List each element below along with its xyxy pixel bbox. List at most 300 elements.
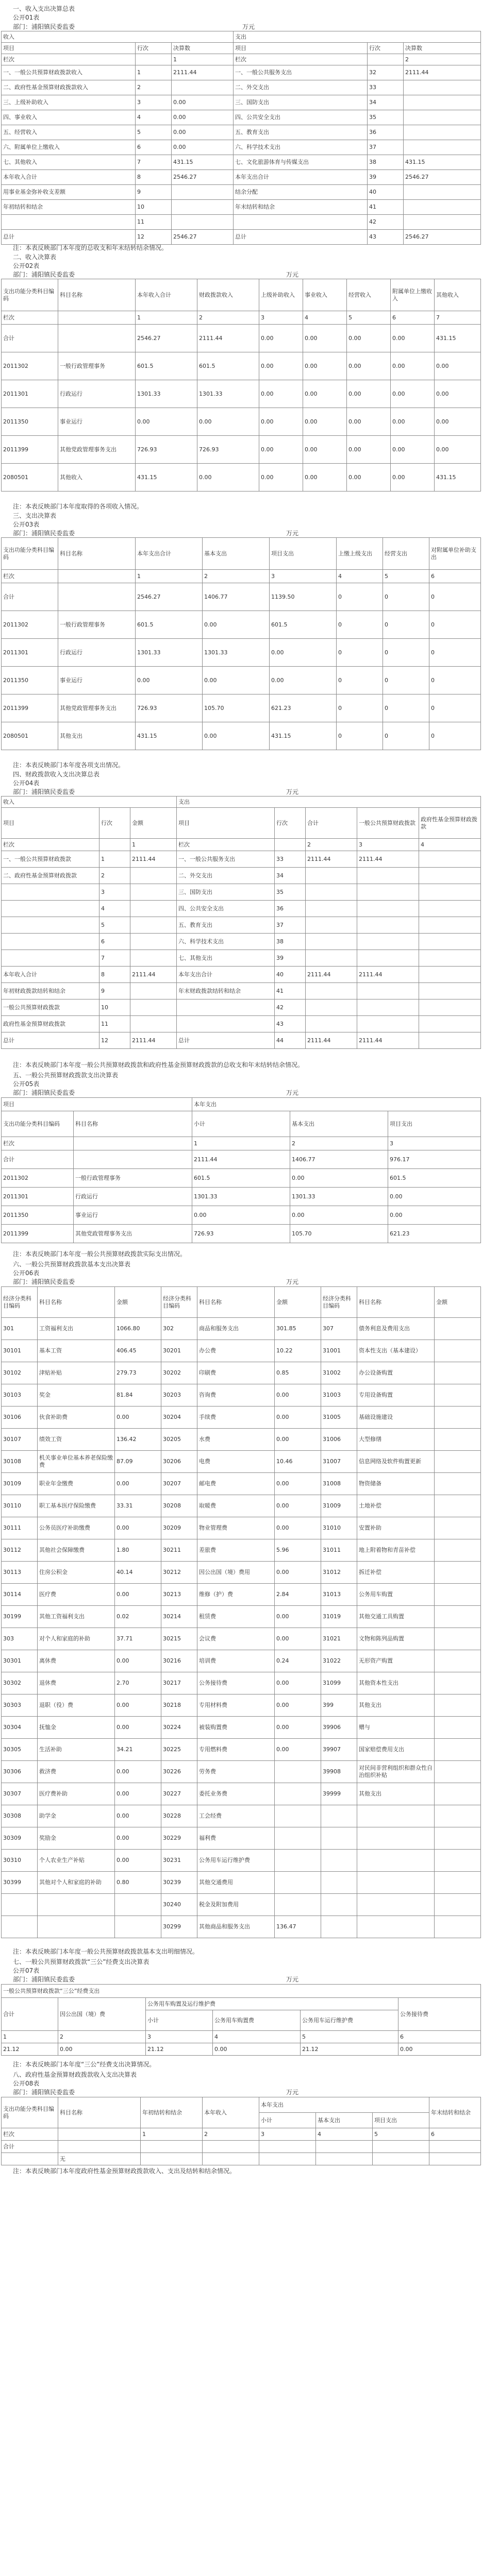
table-cell	[2, 934, 99, 950]
table-cell: 0.80	[115, 1872, 161, 1894]
index-cell: 3	[270, 570, 337, 583]
index-cell: 3	[146, 2031, 213, 2043]
section-1-heading: 一、收入支出决算总表	[13, 5, 75, 12]
table-cell: 31006	[321, 1429, 357, 1451]
table-cell: 0.00	[275, 1473, 321, 1495]
table-cell: 公务员医疗补助缴费	[38, 1517, 115, 1539]
table-cell: 2011301	[2, 1188, 74, 1206]
table-cell: 0.00	[172, 140, 234, 155]
table-cell: 105.70	[290, 1225, 388, 1243]
header-cell: 金额	[130, 808, 177, 839]
table-cell: 0	[429, 611, 481, 639]
table-cell: 30107	[2, 1429, 38, 1451]
table-cell: 5.96	[275, 1539, 321, 1562]
index-cell: 2	[203, 570, 270, 583]
table-cell: 0	[429, 583, 481, 611]
header-cell: 年初结转和结余	[141, 2097, 203, 2128]
table-header-row	[2, 1098, 481, 1111]
section-8-unit: 万元	[286, 2089, 299, 2096]
table-cell: 30206	[161, 1451, 197, 1473]
table-cell: 30212	[161, 1562, 197, 1584]
table-cell: 31002	[321, 1362, 357, 1384]
table-cell: 31099	[321, 1672, 357, 1694]
table-row	[2, 999, 481, 1016]
table-cell: 30229	[161, 1827, 197, 1850]
table-cell: 31001	[321, 1340, 357, 1362]
table-cell: 0	[429, 694, 481, 722]
table-cell	[130, 868, 177, 884]
header-cell: 科目名称	[58, 2097, 141, 2128]
table-cell: 0.00	[172, 110, 234, 125]
table-cell: 726.93	[192, 1225, 290, 1243]
table-cell: 0.00	[391, 408, 435, 436]
table-cell: 6	[136, 140, 172, 155]
table-cell: 奖金	[38, 1384, 115, 1406]
table-cell: 绩效工资	[38, 1429, 115, 1451]
table-row	[2, 884, 481, 901]
index-cell: 4	[316, 2128, 373, 2141]
table-row	[2, 934, 481, 950]
table-cell	[404, 185, 481, 200]
table-row	[2, 639, 481, 667]
table-row	[2, 1473, 481, 1495]
table-cell: 2011301	[2, 380, 58, 408]
table-row	[2, 1805, 481, 1827]
table-cell: 40	[368, 185, 404, 200]
index-cell: 栏次	[234, 54, 368, 65]
table-cell: 医疗费	[38, 1584, 115, 1606]
table-cell: 电费	[197, 1451, 275, 1473]
table-row	[2, 1739, 481, 1761]
table-cell: 0.00	[275, 1739, 321, 1761]
table-cell	[435, 1584, 481, 1606]
table-cell: 30304	[2, 1717, 38, 1739]
table-cell: 税金及附加费用	[197, 1894, 275, 1916]
section-2-unit: 万元	[286, 271, 299, 278]
section-4-heading: 四、财政拨款收入支出决算总表	[13, 771, 100, 778]
table-cell: 2011301	[2, 639, 58, 667]
table-header-row	[2, 1287, 481, 1318]
table-cell: 0.00	[172, 125, 234, 140]
table-row	[2, 868, 481, 884]
table-cell: 2011302	[2, 352, 58, 380]
index-cell: 2	[58, 2031, 146, 2043]
table-header-row	[2, 808, 481, 839]
table-cell: 基础设施建设	[357, 1406, 435, 1429]
section-7-note: 注：本表反映部门本年度“三公”经费支出决算情况。	[13, 2061, 156, 2068]
index-cell: 7	[435, 311, 481, 325]
table-row	[2, 408, 481, 436]
section-7-heading: 七、一般公共预算财政拨款“三公”经费支出决算表	[13, 1958, 149, 1965]
table-cell: 301	[2, 1318, 38, 1340]
table-cell: 30228	[161, 1805, 197, 1827]
table-cell	[373, 2153, 429, 2165]
table-cell	[357, 999, 419, 1016]
table-row	[2, 2141, 481, 2153]
index-cell: 6	[391, 311, 435, 325]
table-row	[2, 380, 481, 408]
table-cell: 30207	[161, 1473, 197, 1495]
table-cell: 五、经营收入	[2, 125, 136, 140]
index-cell: 6	[429, 2128, 481, 2141]
table-cell: 30306	[2, 1761, 38, 1783]
table-cell: 2111.44	[404, 65, 481, 80]
table-cell: 41	[368, 200, 404, 215]
header-cell: 一般公共预算财政拨款	[357, 808, 419, 839]
table-cell	[404, 125, 481, 140]
table-row	[2, 1694, 481, 1717]
table-row	[2, 1032, 481, 1049]
table-cell: 43	[275, 1016, 306, 1032]
table-cell: 0.00	[259, 464, 303, 492]
table-cell: 30226	[161, 1761, 197, 1783]
table-cell: 301.85	[275, 1318, 321, 1340]
table-cell	[404, 80, 481, 95]
table-cell: 0.00	[115, 1761, 161, 1783]
table-cell: 2111.44	[197, 325, 259, 352]
table-cell: 0	[337, 583, 383, 611]
table-cell: 0.00	[203, 667, 270, 694]
table-cell	[419, 884, 481, 901]
table-cell	[435, 1473, 481, 1495]
index-cell: 4	[419, 839, 481, 851]
table-cell: 1406.77	[290, 1150, 388, 1169]
table-cell	[435, 1805, 481, 1827]
table-cell: 31019	[321, 1606, 357, 1628]
table-cell: 0.00	[275, 1672, 321, 1694]
table-row	[2, 125, 481, 140]
table-cell: 30112	[2, 1539, 38, 1562]
header-cell: 附属单位上缴收入	[391, 279, 435, 311]
index-cell: 2	[197, 311, 259, 325]
section-2-table	[1, 279, 481, 492]
table-cell: 行政运行	[58, 639, 136, 667]
table-cell: 0.00	[303, 380, 347, 408]
table-cell	[435, 1539, 481, 1562]
table-cell: 2546.27	[172, 230, 234, 245]
table-cell: 31007	[321, 1451, 357, 1473]
table-row	[2, 1206, 481, 1225]
index-cell: 5	[347, 311, 391, 325]
table-cell: 0	[337, 639, 383, 667]
table-cell: 30204	[161, 1406, 197, 1429]
table-cell	[357, 901, 419, 917]
section-5-table-code: 公开05表	[13, 1080, 40, 1088]
header-cell: 小计	[192, 1111, 290, 1137]
section-7-unit: 万元	[286, 1976, 299, 1983]
header-cell: 行次	[368, 43, 404, 54]
table-cell: 机关事业单位基本养老保险缴费	[38, 1451, 115, 1473]
table-cell: 生活补助	[38, 1739, 115, 1761]
table-row	[2, 1916, 481, 1938]
table-cell	[357, 1916, 435, 1938]
table-cell: 406.45	[115, 1340, 161, 1362]
table-cell: 31011	[321, 1539, 357, 1562]
table-row	[2, 1672, 481, 1694]
section-5-department: 部门：浦阳镇民委监委	[13, 1089, 75, 1096]
table-cell: 0.00	[136, 667, 203, 694]
header-cell: 项目	[2, 1098, 192, 1111]
section-2-department: 部门：浦阳镇民委监委	[13, 271, 75, 278]
table-cell	[357, 1805, 435, 1827]
index-cell: 栏次	[177, 839, 275, 851]
index-cell: 1	[136, 570, 203, 583]
table-cell: 0.00	[275, 1495, 321, 1517]
header-cell: 项目支出	[373, 2113, 429, 2128]
table-cell: 31022	[321, 1650, 357, 1672]
table-cell: 二、外交支出	[177, 868, 275, 884]
table-cell: 0.00	[275, 1517, 321, 1539]
table-cell: 地上附着物和青苗补偿	[357, 1539, 435, 1562]
table-cell: 其他支出	[58, 722, 136, 750]
table-cell: 726.93	[136, 694, 203, 722]
table-cell: 本年支出合计	[234, 170, 368, 185]
table-cell: 其他资本性支出	[357, 1672, 435, 1694]
header-cell: 公务用车购置费	[213, 2010, 301, 2031]
table-cell: 总计	[2, 230, 136, 245]
value-cell: 21.12	[301, 2043, 398, 2056]
table-cell: 0	[429, 639, 481, 667]
table-cell: 0.00	[388, 1206, 481, 1225]
section-6-note: 注：本表反映部门本年度一般公共预算财政拨款基本支出明细情况。	[13, 1948, 199, 1955]
table-cell	[275, 1850, 321, 1872]
table-cell	[435, 1517, 481, 1539]
table-cell: 44	[275, 1032, 306, 1049]
table-cell: 助学金	[38, 1805, 115, 1827]
index-cell: 3	[357, 839, 419, 851]
table-cell: 2.70	[115, 1672, 161, 1694]
table-cell	[115, 1894, 161, 1916]
table-cell: 10.22	[275, 1340, 321, 1362]
header-cell: 项目	[177, 808, 275, 839]
table-cell: 三、国防支出	[234, 95, 368, 110]
header-cell: 本年支出合计	[136, 538, 203, 570]
table-cell: 住房公积金	[38, 1562, 115, 1584]
table-cell: 被装购置费	[197, 1717, 275, 1739]
table-row	[2, 1761, 481, 1783]
table-row	[2, 140, 481, 155]
table-cell	[141, 2153, 203, 2165]
table-cell	[58, 583, 136, 611]
table-cell: 1301.33	[290, 1188, 388, 1206]
table-cell: 文物和陈列品购置	[357, 1628, 435, 1650]
table-cell: 二、外交支出	[234, 80, 368, 95]
table-cell: 年初财政拨款结转和结余	[2, 983, 99, 999]
header-cell: 上缴上级支出	[337, 538, 383, 570]
table-cell	[357, 1016, 419, 1032]
table-cell: 2546.27	[136, 325, 197, 352]
table-cell	[130, 884, 177, 901]
section-2-heading: 二、收入决算表	[13, 253, 57, 261]
table-cell	[419, 901, 481, 917]
table-cell	[435, 1761, 481, 1783]
table-row	[2, 1628, 481, 1650]
table-index-row	[2, 570, 481, 583]
header-cell: 项目支出	[270, 538, 337, 570]
table-row	[2, 230, 481, 245]
table-cell: 1301.33	[192, 1188, 290, 1206]
table-cell: 对民间非营利组织和群众性自治组织补贴	[357, 1761, 435, 1783]
table-cell: 0.00	[435, 436, 481, 464]
header-cell: 决算数	[404, 43, 481, 54]
header-cell: 科目名称	[74, 1111, 192, 1137]
table-cell: 七、文化旅游体育与传媒支出	[234, 155, 368, 170]
value-cell: 0.00	[213, 2043, 301, 2056]
table-header-row	[2, 2097, 481, 2113]
table-cell: 一般行政管理事务	[74, 1169, 192, 1188]
table-cell: 2011399	[2, 1225, 74, 1243]
table-cell: 0.00	[115, 1783, 161, 1805]
table-cell: 39906	[321, 1717, 357, 1739]
table-cell: 5	[136, 125, 172, 140]
table-cell	[435, 1340, 481, 1362]
table-cell	[130, 950, 177, 967]
table-cell: 2.84	[275, 1584, 321, 1606]
table-cell: 救济费	[38, 1761, 115, 1783]
table-cell	[172, 185, 234, 200]
table-cell	[435, 1739, 481, 1761]
table-cell	[435, 1672, 481, 1694]
table-cell: 0.00	[303, 325, 347, 352]
header-cell: 金额	[435, 1287, 481, 1318]
table-cell	[435, 1827, 481, 1850]
table-cell: 5	[99, 917, 130, 934]
table-cell: 2546.27	[136, 583, 203, 611]
section-2-body	[2, 325, 481, 492]
table-cell: 二、政府性基金预算财政拨款	[2, 868, 99, 884]
index-cell: 6	[429, 570, 481, 583]
table-cell: 其他工资福利支出	[38, 1606, 115, 1628]
section-6-unit: 万元	[286, 1278, 299, 1285]
table-cell: 因公出国（境）费用	[197, 1562, 275, 1584]
table-cell: 0	[383, 694, 429, 722]
table-cell: 0.00	[388, 1188, 481, 1206]
table-cell: 2111.44	[306, 1032, 357, 1049]
table-cell: 0.00	[303, 408, 347, 436]
table-cell: 1301.33	[136, 639, 203, 667]
table-cell	[404, 215, 481, 230]
section-4-table-code: 公开04表	[13, 779, 40, 787]
table-cell: 30214	[161, 1606, 197, 1628]
table-cell	[357, 934, 419, 950]
table-cell: 10	[99, 999, 130, 1016]
table-cell	[435, 1717, 481, 1739]
table-cell: 专用材料费	[197, 1694, 275, 1717]
header-cell: 科目名称	[58, 279, 136, 311]
table-cell: 30227	[161, 1783, 197, 1805]
table-row	[2, 967, 481, 983]
table-row	[2, 1584, 481, 1606]
table-cell: 38	[275, 934, 306, 950]
table-cell: 一般行政管理事务	[58, 611, 136, 639]
table-cell: 976.17	[388, 1150, 481, 1169]
header-cell: 行次	[136, 43, 172, 54]
header-cell: 支出功能分类科目编码	[2, 2097, 58, 2128]
table-cell: 五、教育支出	[177, 917, 275, 934]
section-7-department: 部门：浦阳镇民委监委	[13, 1976, 75, 1983]
index-cell: 1	[172, 54, 234, 65]
table-cell: 差旅费	[197, 1539, 275, 1562]
header-cell: 一般公共预算财政拨款“三公”经费支出	[2, 1985, 481, 1998]
section-6-heading: 六、一般公共预算财政拨款基本支出决算表	[13, 1261, 131, 1268]
table-cell: 手续费	[197, 1406, 275, 1429]
header-cell: 经济分类科目编码	[2, 1287, 38, 1318]
table-index-row	[2, 2031, 481, 2043]
table-cell	[435, 1384, 481, 1406]
table-cell: 0.00	[347, 380, 391, 408]
table-cell: 七、其他收入	[2, 155, 136, 170]
table-cell: 0.00	[115, 1473, 161, 1495]
table-cell: 一、一般公共预算财政拨款收入	[2, 65, 136, 80]
table-cell: 1301.33	[203, 639, 270, 667]
section-1-body	[2, 65, 481, 245]
index-cell	[58, 2128, 141, 2141]
table-cell: 一、一般公共预算财政拨款	[2, 851, 99, 868]
table-cell: 一、一般公共服务支出	[177, 851, 275, 868]
table-cell: 39999	[321, 1783, 357, 1805]
table-cell: 7	[136, 155, 172, 170]
table-cell: 36	[275, 901, 306, 917]
index-cell	[58, 311, 136, 325]
table-cell: 31021	[321, 1628, 357, 1650]
table-cell: 136.42	[115, 1429, 161, 1451]
table-cell	[2, 950, 99, 967]
table-cell: 2011399	[2, 436, 58, 464]
table-cell: 36	[368, 125, 404, 140]
section-6-table-code: 公开06表	[13, 1269, 40, 1277]
table-cell: 办公设备购置	[357, 1362, 435, 1384]
table-cell: 退职（役）费	[38, 1694, 115, 1717]
table-row	[2, 1340, 481, 1362]
table-cell: 0.00	[115, 1805, 161, 1827]
section-5-body	[2, 1150, 481, 1243]
table-cell: 0	[383, 722, 429, 750]
table-cell	[435, 1451, 481, 1473]
table-cell	[435, 1894, 481, 1916]
table-cell	[306, 884, 357, 901]
table-row	[2, 1783, 481, 1805]
table-cell: 31008	[321, 1473, 357, 1495]
index-cell: 5	[301, 2031, 398, 2043]
table-cell	[2, 884, 99, 901]
section-5-heading: 五、一般公共预算财政拨款支出决算表	[13, 1072, 119, 1079]
table-cell: 其他党政管理事务支出	[58, 436, 136, 464]
table-cell: 37	[275, 917, 306, 934]
index-cell: 5	[373, 2128, 429, 2141]
table-header-row	[2, 279, 481, 311]
table-cell	[177, 999, 275, 1016]
table-cell: 0.00	[290, 1169, 388, 1188]
table-cell: 1301.33	[136, 380, 197, 408]
table-cell: 职工基本医疗保险缴费	[38, 1495, 115, 1517]
index-cell: 2	[404, 54, 481, 65]
table-cell: 30109	[2, 1473, 38, 1495]
table-row	[2, 1225, 481, 1243]
header-cell: 公务接待费	[398, 1998, 481, 2031]
table-cell: 39	[368, 170, 404, 185]
table-cell: 大型修缮	[357, 1429, 435, 1451]
table-cell	[357, 884, 419, 901]
table-cell: 0.00	[203, 611, 270, 639]
table-cell: 302	[161, 1318, 197, 1340]
table-row	[2, 1850, 481, 1872]
table-cell: 六、科学技术支出	[177, 934, 275, 950]
header-cell: 支出	[177, 796, 481, 808]
table-cell: 津贴补贴	[38, 1362, 115, 1384]
table-cell: 2111.44	[357, 851, 419, 868]
section-8-heading: 八、政府性基金预算财政拨款收入支出决算表	[13, 2071, 137, 2078]
table-cell: 四、公共安全支出	[234, 110, 368, 125]
